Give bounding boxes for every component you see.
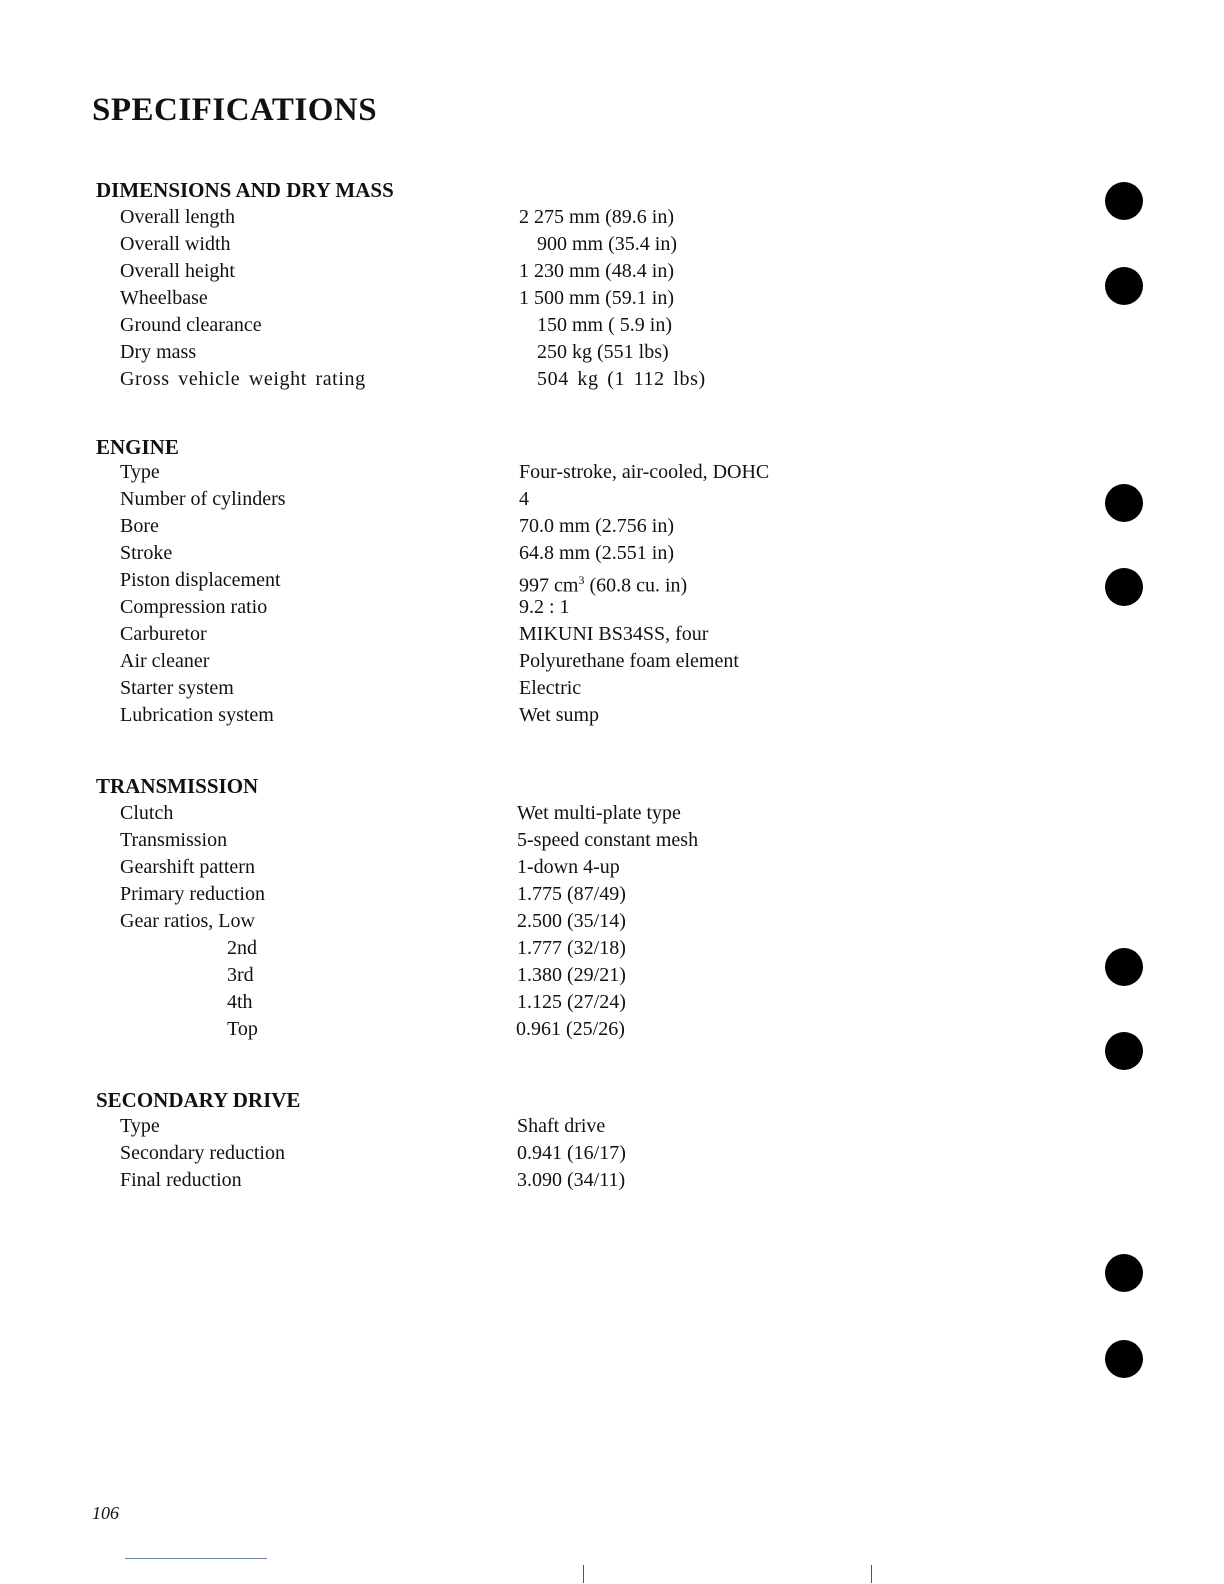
spec-label: Bore	[120, 515, 159, 537]
spec-row-air-cleaner	[0, 648, 1224, 675]
spec-value: 150 mm ( 5.9 in)	[537, 314, 672, 336]
spec-row-overall-height	[0, 258, 1224, 285]
spec-row-clutch	[0, 800, 1224, 827]
spec-label: Type	[120, 1115, 160, 1137]
spec-label: Dry mass	[120, 341, 197, 363]
spec-row-gearshift	[0, 854, 1224, 881]
spec-row-type	[0, 459, 1224, 486]
punch-hole	[1105, 1340, 1143, 1378]
spec-label: 2nd	[227, 937, 257, 959]
punch-hole	[1105, 267, 1143, 305]
spec-row-cylinders	[0, 486, 1224, 513]
spec-label: 4th	[227, 991, 253, 1013]
spec-value: 1 230 mm (48.4 in)	[519, 260, 674, 282]
spec-value: Electric	[519, 677, 582, 699]
spec-value: 0.941 (16/17)	[517, 1142, 626, 1164]
spec-label: Compression ratio	[120, 596, 268, 618]
spec-value: 1.775 (87/49)	[517, 883, 626, 905]
section-heading: DIMENSIONS AND DRY MASS	[96, 178, 394, 202]
spec-label: Primary reduction	[120, 883, 265, 905]
spec-value: Wet sump	[519, 704, 600, 726]
spec-row-overall-length	[0, 204, 1224, 231]
spec-value: 9.2 : 1	[519, 596, 570, 618]
spec-row-gross-vehicle-weight	[0, 366, 1224, 393]
spec-row-compression	[0, 594, 1224, 621]
spec-row-displacement	[0, 567, 1224, 597]
spec-value: Four-stroke, air-cooled, DOHC	[519, 461, 770, 483]
spec-row-lubrication	[0, 702, 1224, 729]
spec-row-secondary-reduction	[0, 1140, 1224, 1167]
spec-value: 64.8 mm (2.551 in)	[519, 542, 674, 564]
section-heading: ENGINE	[96, 435, 179, 459]
spec-value: 1.380 (29/21)	[517, 964, 626, 986]
spec-label: Secondary reduction	[120, 1142, 285, 1164]
punch-hole	[1105, 182, 1143, 220]
punch-hole	[1105, 484, 1143, 522]
spec-row-stroke	[0, 540, 1224, 567]
spec-value: 70.0 mm (2.756 in)	[519, 515, 674, 537]
section-heading: TRANSMISSION	[96, 774, 259, 798]
spec-row-final-reduction	[0, 1167, 1224, 1194]
spec-label: Gross vehicle weight rating	[120, 368, 366, 390]
spec-label: Wheelbase	[120, 287, 208, 309]
spec-label: Overall length	[120, 206, 235, 228]
spec-value: 3.090 (34/11)	[517, 1169, 626, 1191]
page-number: 106	[92, 1503, 119, 1523]
punch-hole	[1105, 1032, 1143, 1070]
spec-row-primary-reduction	[0, 881, 1224, 908]
spec-row-bore	[0, 513, 1224, 540]
spec-value: Polyurethane foam element	[519, 650, 739, 672]
spec-value: 504 kg (1 112 lbs)	[537, 368, 706, 390]
spec-label: Stroke	[120, 542, 173, 564]
punch-hole	[1105, 1254, 1143, 1292]
spec-label: Piston displacement	[120, 569, 281, 591]
spec-row-gear-2nd	[0, 935, 1224, 962]
spec-label: Gear ratios, Low	[120, 910, 255, 932]
spec-value: 250 kg (551 lbs)	[537, 341, 669, 363]
spec-row-wheelbase	[0, 285, 1224, 312]
spec-label: Overall width	[120, 233, 231, 255]
spec-label: Lubrication system	[120, 704, 274, 726]
spec-row-drive-type	[0, 1113, 1224, 1140]
spec-row-gear-low	[0, 908, 1224, 935]
spec-value: 4	[519, 488, 529, 510]
spec-value: 1.125 (27/24)	[517, 991, 626, 1013]
spec-label: Transmission	[120, 829, 228, 851]
spec-row-ground-clearance	[0, 312, 1224, 339]
spec-row-overall-width	[0, 231, 1224, 258]
spec-label: Top	[227, 1018, 258, 1040]
spec-label: Number of cylinders	[120, 488, 286, 510]
spec-row-gear-4th	[0, 989, 1224, 1016]
page-title: SPECIFICATIONS	[92, 92, 378, 128]
spec-value: MIKUNI BS34SS, four	[519, 623, 709, 645]
scan-tick	[583, 1565, 584, 1583]
spec-value: 900 mm (35.4 in)	[537, 233, 677, 255]
spec-row-dry-mass	[0, 339, 1224, 366]
footer-rule	[125, 1558, 267, 1559]
spec-value: 2 275 mm (89.6 in)	[519, 206, 674, 228]
spec-row-gear-top	[0, 1016, 1224, 1043]
spec-value: 5-speed constant mesh	[517, 829, 699, 851]
spec-label: 3rd	[227, 964, 254, 986]
spec-label: Gearshift pattern	[120, 856, 255, 878]
spec-label: Air cleaner	[120, 650, 210, 672]
spec-value: 1 500 mm (59.1 in)	[519, 287, 674, 309]
spec-label: Overall height	[120, 260, 235, 282]
spec-value-rest: (60.8 cu. in)	[584, 574, 688, 597]
punch-hole	[1105, 568, 1143, 606]
spec-row-carburetor	[0, 621, 1224, 648]
spec-value-superscript: 3	[578, 573, 585, 587]
spec-row-starter	[0, 675, 1224, 702]
spec-value-main: 997 cm	[519, 574, 579, 597]
spec-row-transmission	[0, 827, 1224, 854]
spec-value: Wet multi-plate type	[517, 802, 681, 824]
spec-label: Carburetor	[120, 623, 207, 645]
section-heading: SECONDARY DRIVE	[96, 1088, 301, 1112]
spec-label: Final reduction	[120, 1169, 242, 1191]
spec-label: Ground clearance	[120, 314, 262, 336]
scan-tick	[871, 1565, 872, 1583]
spec-label: Clutch	[120, 802, 174, 824]
spec-value: 1-down 4-up	[517, 856, 620, 878]
spec-value: 0.961 (25/26)	[516, 1018, 625, 1040]
punch-hole	[1105, 948, 1143, 986]
spec-value: Shaft drive	[517, 1115, 606, 1137]
spec-value: 2.500 (35/14)	[517, 910, 626, 932]
spec-value: 1.777 (32/18)	[517, 937, 626, 959]
spec-label: Starter system	[120, 677, 234, 699]
spec-row-gear-3rd	[0, 962, 1224, 989]
spec-label: Type	[120, 461, 160, 483]
